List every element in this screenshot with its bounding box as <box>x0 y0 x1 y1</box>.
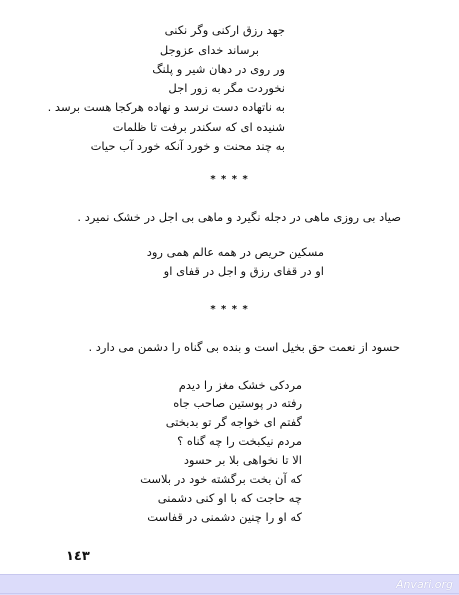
verse-line: که او را چنین دشمنی در قفاست <box>147 510 302 524</box>
site-watermark[interactable]: Anvari.org <box>395 578 453 591</box>
verse-line: او در قفای رزق و اجل در قفای او <box>163 264 324 278</box>
verse-line: چه حاجت که با او کنی دشمنی <box>157 491 302 505</box>
verse-line: شنیده ای که سکندر برفت تا ظلمات <box>112 120 285 134</box>
verse-line: گفتم ای خواجه گر تو بدبختی <box>165 415 302 429</box>
prose-line: به ناتهاده دست نرسد و نهاده هرکجا هست برسد . <box>47 100 285 114</box>
verse-line: مردم نیکبخت را چه گناه ؟ <box>177 434 302 448</box>
verse-line: ور روی در دهان شیر و پلنگ <box>152 62 285 76</box>
section-separator: * * * * <box>210 174 249 185</box>
verse-line: رفته در پوستین صاحب جاه <box>173 396 302 410</box>
verse-line: مردکی خشک مغز را دیدم <box>178 378 302 392</box>
footer-band <box>0 574 459 595</box>
section-separator: * * * * <box>210 304 249 315</box>
verse-line: که آن بخت برگشته خود در بلاست <box>140 472 302 486</box>
verse-line: جهد رزق ارکنی وگر نکنی <box>164 23 285 37</box>
prose-line: حسود از نعمت حق بخیل است و بنده بی گناه را دشمن می دارد . <box>88 340 400 354</box>
page-number: ١٤٣ <box>66 549 90 564</box>
prose-line: صیاد بی روزی ماهی در دجله نگیرد و ماهی بی اجل در خشک نمیرد . <box>77 210 401 224</box>
verse-line: برساند خدای عزوجل <box>159 43 259 57</box>
verse-line: نخوردت مگر به زور اجل <box>168 81 285 95</box>
verse-line: به چند محنت و خورد آنکه خورد آب حیات <box>90 139 285 153</box>
verse-line: مسکین حریص در همه عالم همی رود <box>146 245 324 259</box>
verse-line: الا تا نخواهی بلا بر حسود <box>183 453 302 467</box>
